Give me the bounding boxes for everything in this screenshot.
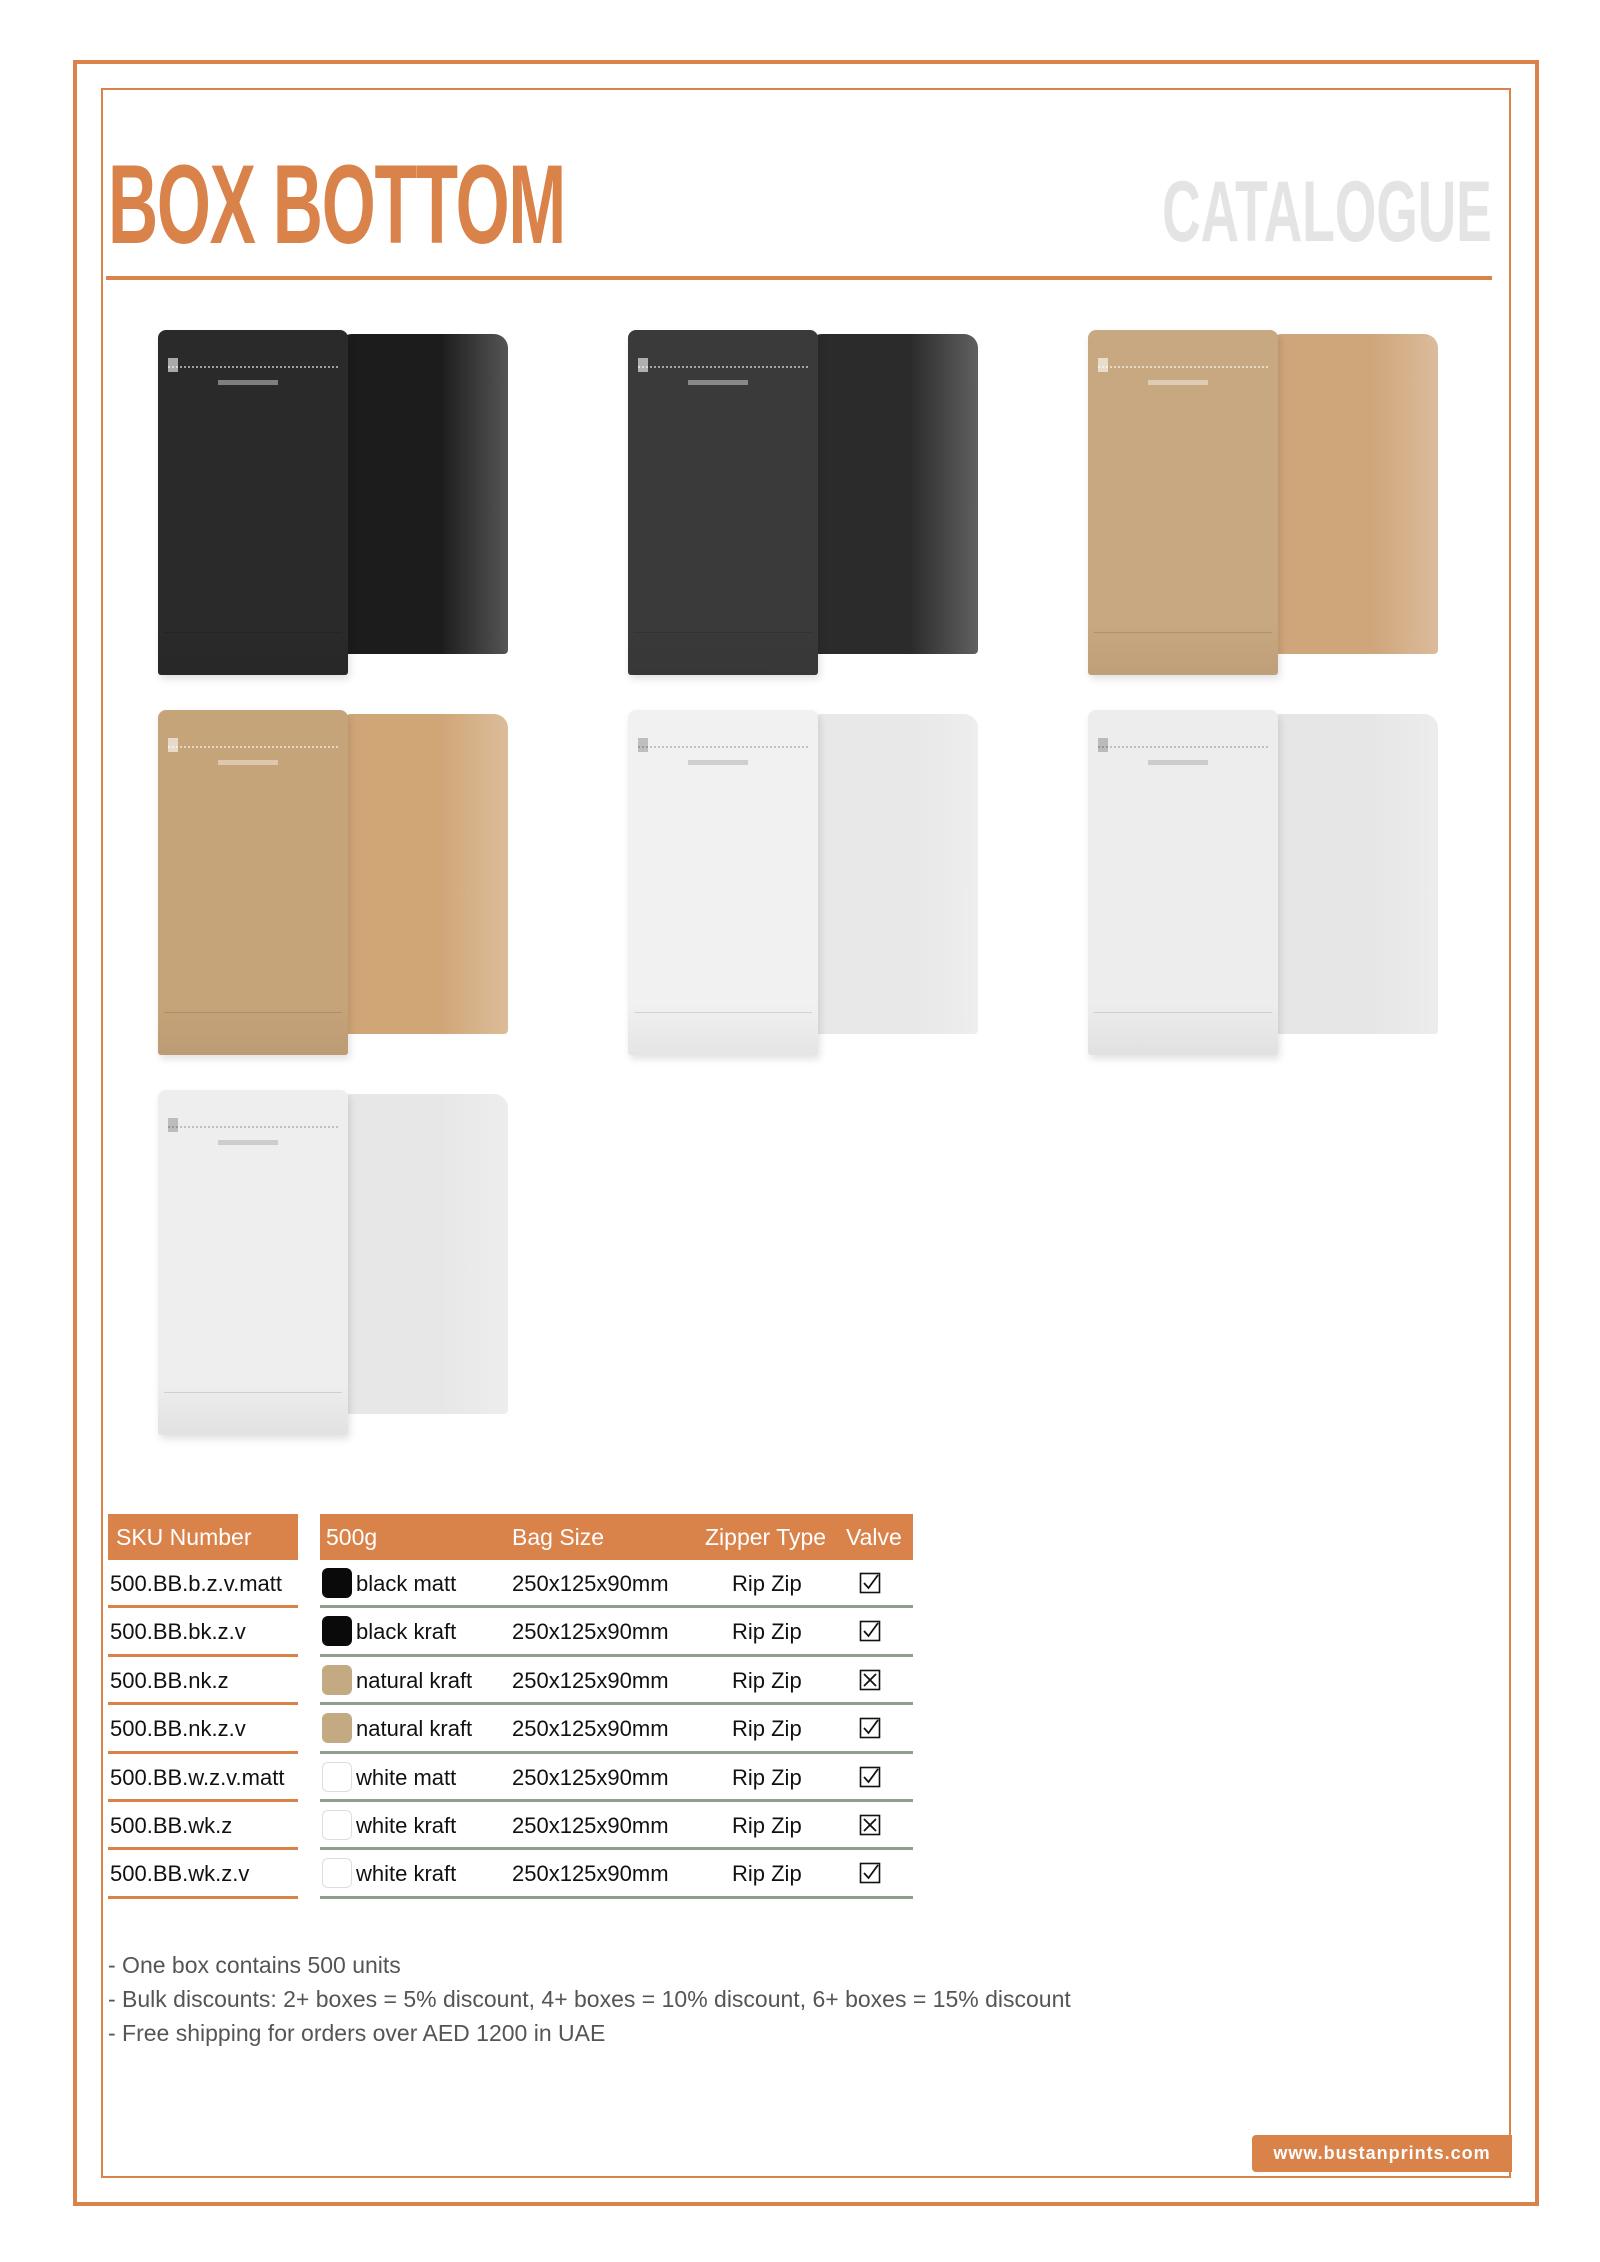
catalogue-label: CATALOGUE	[1162, 164, 1492, 260]
bag-zipline	[638, 366, 808, 368]
bag-front	[158, 710, 348, 1055]
colour-cell: natural kraft	[356, 1716, 473, 1742]
bag-back	[338, 334, 508, 654]
bag-strip	[688, 760, 748, 765]
bag-strip	[218, 380, 278, 385]
spec-table-header	[320, 1514, 913, 1560]
bag-tag	[638, 358, 648, 372]
zipper-type-cell: Rip Zip	[732, 1716, 802, 1742]
zipper-type-cell: Rip Zip	[732, 1812, 802, 1838]
valve-header: Valve	[846, 1524, 902, 1550]
valve-crossed-icon	[859, 1814, 881, 1836]
sku-cell: 500.BB.bk.z.v	[108, 1608, 298, 1656]
colour-swatch	[322, 1858, 352, 1888]
bag-tag	[168, 1118, 178, 1132]
bag-strip	[1148, 380, 1208, 385]
note-box-units: - One box contains 500 units	[108, 1952, 401, 1978]
colour-cell: natural kraft	[356, 1667, 473, 1693]
bag-front	[158, 330, 348, 675]
colour-swatch	[322, 1616, 352, 1646]
table-row	[320, 1705, 913, 1753]
colour-cell: black kraft	[356, 1619, 457, 1645]
colour-cell: white matt	[356, 1764, 457, 1790]
bag-tag	[168, 358, 178, 372]
page-title: BOX BOTTOM	[108, 142, 565, 267]
bag-size-header: Bag Size	[512, 1524, 605, 1550]
product-image	[1068, 320, 1468, 680]
weight-header: 500g	[326, 1524, 378, 1550]
valve-checked-icon	[859, 1620, 881, 1642]
bag-front	[158, 1090, 348, 1435]
bag-bottomline	[164, 632, 342, 633]
bag-bottomline	[634, 1012, 812, 1013]
zipper-type-cell: Rip Zip	[732, 1861, 802, 1887]
sku-cell: 500.BB.wk.z	[108, 1802, 298, 1850]
sku-cell: 500.BB.nk.z.v	[108, 1705, 298, 1753]
zipper-type-header: Zipper Type	[705, 1524, 827, 1550]
bag-back	[808, 334, 978, 654]
bag-bottomline	[634, 632, 812, 633]
table-row	[320, 1560, 913, 1608]
valve-checked-icon	[859, 1766, 881, 1788]
colour-cell: white kraft	[356, 1861, 457, 1887]
title-divider	[106, 276, 1492, 280]
colour-swatch	[322, 1810, 352, 1840]
bag-size-cell: 250x125x90mm	[512, 1764, 669, 1790]
valve-checked-icon	[859, 1572, 881, 1594]
bag-size-cell: 250x125x90mm	[512, 1861, 669, 1887]
bag-bottomline	[164, 1392, 342, 1393]
table-row	[320, 1802, 913, 1850]
bag-back	[1268, 714, 1438, 1034]
notes	[108, 1948, 1071, 2050]
table-row	[320, 1608, 913, 1656]
zipper-type-cell: Rip Zip	[732, 1764, 802, 1790]
bag-zipline	[168, 1126, 338, 1128]
zipper-type-cell: Rip Zip	[732, 1619, 802, 1645]
product-image	[138, 320, 538, 680]
sku-cell: 500.BB.b.z.v.matt	[108, 1560, 298, 1608]
product-image	[138, 1080, 538, 1440]
colour-swatch	[322, 1713, 352, 1743]
bag-strip	[218, 760, 278, 765]
table-row	[320, 1657, 913, 1705]
note-free-shipping: - Free shipping for orders over AED 1200 in UAE	[108, 2020, 606, 2046]
bag-front	[1088, 710, 1278, 1055]
bag-front	[628, 330, 818, 675]
note-bulk-discounts: - Bulk discounts: 2+ boxes = 5% discount, 4+ boxes = 10% discount, 6+ boxes = 15% discount	[108, 1986, 1071, 2012]
bag-size-cell: 250x125x90mm	[512, 1619, 669, 1645]
table-row	[320, 1850, 913, 1898]
bag-strip	[1148, 760, 1208, 765]
sku-header: SKU Number	[108, 1514, 298, 1560]
product-image	[1068, 700, 1468, 1060]
zipper-type-cell: Rip Zip	[732, 1667, 802, 1693]
bag-zipline	[638, 746, 808, 748]
bag-back	[1268, 334, 1438, 654]
bag-front	[628, 710, 818, 1055]
bag-bottomline	[1094, 1012, 1272, 1013]
product-image	[608, 700, 1008, 1060]
zipper-type-cell: Rip Zip	[732, 1571, 802, 1596]
bag-bottomline	[164, 1012, 342, 1013]
product-image	[138, 700, 538, 1060]
sku-column	[108, 1514, 298, 1899]
bag-tag	[638, 738, 648, 752]
bag-strip	[688, 380, 748, 385]
product-image	[608, 320, 1008, 680]
bag-bottomline	[1094, 632, 1272, 633]
colour-swatch	[322, 1762, 352, 1792]
valve-checked-icon	[859, 1717, 881, 1739]
bag-zipline	[168, 366, 338, 368]
bag-back	[808, 714, 978, 1034]
bag-strip	[218, 1140, 278, 1145]
bag-size-cell: 250x125x90mm	[512, 1571, 669, 1596]
bag-tag	[168, 738, 178, 752]
valve-crossed-icon	[859, 1669, 881, 1691]
colour-swatch	[322, 1665, 352, 1695]
bag-tag	[1098, 358, 1108, 372]
colour-cell: white kraft	[356, 1812, 457, 1838]
bag-size-cell: 250x125x90mm	[512, 1716, 669, 1742]
valve-checked-icon	[859, 1862, 881, 1884]
website-link[interactable]: www.bustanprints.com	[1252, 2135, 1512, 2172]
sku-cell: 500.BB.w.z.v.matt	[108, 1754, 298, 1802]
colour-swatch	[322, 1568, 352, 1598]
bag-zipline	[168, 746, 338, 748]
bag-zipline	[1098, 746, 1268, 748]
colour-cell: black matt	[356, 1571, 457, 1596]
bag-front	[1088, 330, 1278, 675]
spec-table	[320, 1514, 913, 1899]
bag-zipline	[1098, 366, 1268, 368]
bag-size-cell: 250x125x90mm	[512, 1667, 669, 1693]
bag-back	[338, 714, 508, 1034]
table-row	[320, 1754, 913, 1802]
sku-cell: 500.BB.nk.z	[108, 1657, 298, 1705]
bag-back	[338, 1094, 508, 1414]
sku-cell: 500.BB.wk.z.v	[108, 1850, 298, 1898]
bag-size-cell: 250x125x90mm	[512, 1812, 669, 1838]
bag-tag	[1098, 738, 1108, 752]
